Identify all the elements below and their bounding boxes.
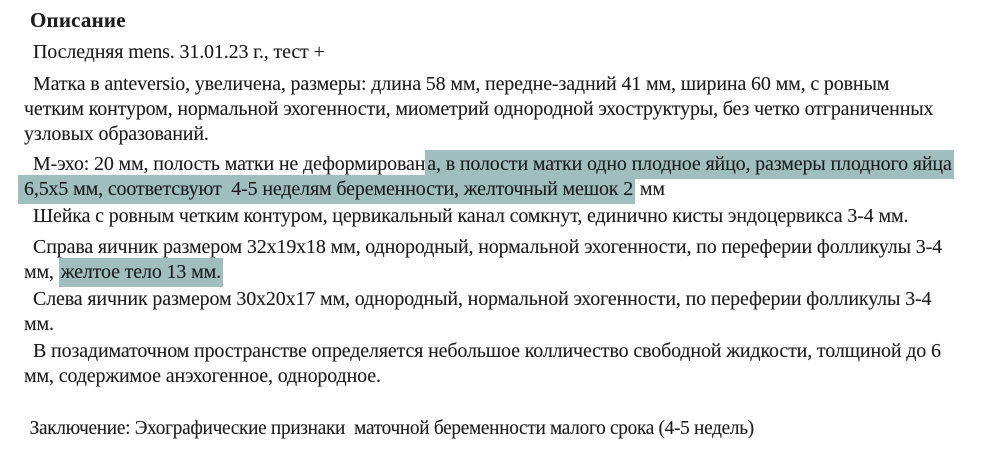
highlighted-text: а, в полости матки одно плодное яйцо, размеры плодного яйца: [425, 150, 953, 179]
report-line: [24, 152, 996, 177]
section-title-description: Описание: [30, 8, 126, 32]
report-text: М-эхо: 20 мм, полость матки не деформирован: [33, 153, 426, 175]
cervix-paragraph: [24, 204, 996, 229]
report-line: В позадиматочном пространстве определяется небольшое колличество свободной жидкости, толщиной до 6: [33, 340, 941, 362]
report-line: Шейка с ровным четким контуром, цервикальный канал сомкнут, единично кисты эндоцервикса 3-4 мм.: [33, 205, 909, 227]
report-text: мм,: [24, 261, 59, 283]
report-line: Справа яичник размером 32х19х18 мм, однородный, нормальной эхогенности, по переферии фолликулы 3-4: [33, 236, 942, 258]
highlighted-text: 6,5х5 мм, соответсвуют 4-5 неделям беременности, желточный мешок 2: [18, 175, 635, 204]
report-line: [24, 260, 996, 285]
report-text: мм: [635, 178, 665, 200]
report-line: мм.: [24, 313, 54, 335]
report-line: четким контуром, нормальной эхогенности, миометрий однородной эхоструктуры, без четко отграниченных: [24, 98, 934, 120]
left-ovary-paragraph: [24, 287, 996, 337]
retrouterine-fluid-paragraph: [24, 339, 996, 389]
anamnesis-line: Последняя mens. 31.01.23 г., тест +: [33, 41, 325, 63]
report-line: Слева яичник размером 30х20х17 мм, однородный, нормальной эхогенности, по переферии фолликулы 3-4: [33, 288, 932, 310]
report-line: Матка в anteversio, увеличена, размеры: длина 58 мм, передне-задний 41 мм, ширина 60 мм, с ровным: [33, 73, 890, 95]
report-line: мм, содержимое анэхогенное, однородное.: [24, 365, 381, 387]
report-line: [24, 177, 996, 202]
m-echo-paragraph: [24, 152, 996, 202]
uterus-paragraph: [24, 72, 996, 147]
report-line: узловых образований.: [24, 123, 209, 145]
highlighted-text: желтое тело 13 мм.: [59, 258, 223, 287]
conclusion-line: Заключение: Эхографические признаки маточной беременности малого срока (4-5 недель): [29, 417, 754, 439]
right-ovary-paragraph: [24, 235, 996, 285]
